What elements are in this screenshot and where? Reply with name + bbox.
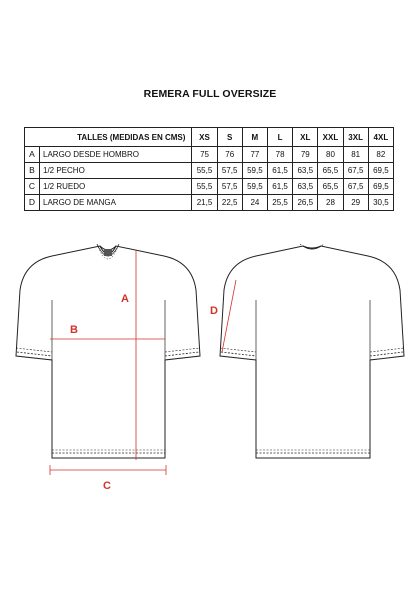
table-cell: 82 [368, 147, 393, 163]
table-cell: 76 [217, 147, 242, 163]
table-cell: 79 [293, 147, 318, 163]
measure-label-d: D [210, 305, 218, 317]
table-cell: 69,5 [368, 179, 393, 195]
table-cell: 24 [242, 195, 267, 211]
header-label: TALLES (MEDIDAS EN CMS) [25, 128, 192, 147]
table-cell: 25,5 [267, 195, 292, 211]
row-letter: C [25, 179, 40, 195]
table-cell: 69,5 [368, 163, 393, 179]
row-letter: A [25, 147, 40, 163]
table-cell: 75 [192, 147, 217, 163]
table-cell: 78 [267, 147, 292, 163]
measure-label-a: A [121, 293, 129, 305]
size-header: L [267, 128, 292, 147]
table-cell: 61,5 [267, 163, 292, 179]
table-cell: 57,5 [217, 163, 242, 179]
table-cell: 59,5 [242, 163, 267, 179]
front-tshirt-icon [16, 244, 200, 458]
table-cell: 59,5 [242, 179, 267, 195]
table-cell: 81 [343, 147, 368, 163]
table-cell: 65,5 [318, 179, 343, 195]
table-cell: 26,5 [293, 195, 318, 211]
table-cell: 67,5 [343, 179, 368, 195]
row-label: 1/2 PECHO [40, 163, 192, 179]
size-header: S [217, 128, 242, 147]
table-cell: 80 [318, 147, 343, 163]
table-cell: 77 [242, 147, 267, 163]
back-tshirt-icon [220, 244, 404, 458]
size-header: 4XL [368, 128, 393, 147]
table-cell: 67,5 [343, 163, 368, 179]
page-title: REMERA FULL OVERSIZE [143, 88, 277, 100]
table-cell: 65,5 [318, 163, 343, 179]
size-header: M [242, 128, 267, 147]
row-label: LARGO DESDE HOMBRO [40, 147, 192, 163]
table-cell: 55,5 [192, 163, 217, 179]
table-cell: 29 [343, 195, 368, 211]
size-header: XS [192, 128, 217, 147]
table-cell: 21,5 [192, 195, 217, 211]
measure-label-c: C [103, 480, 111, 492]
measure-label-b: B [70, 324, 78, 336]
table-cell: 63,5 [293, 163, 318, 179]
size-header: 3XL [343, 128, 368, 147]
row-label: 1/2 RUEDO [40, 179, 192, 195]
size-header: XXL [318, 128, 343, 147]
row-letter: D [25, 195, 40, 211]
table-cell: 28 [318, 195, 343, 211]
row-label: LARGO DE MANGA [40, 195, 192, 211]
table-cell: 30,5 [368, 195, 393, 211]
table-cell: 57,5 [217, 179, 242, 195]
table-cell: 22,5 [217, 195, 242, 211]
table-cell: 61,5 [267, 179, 292, 195]
size-header: XL [293, 128, 318, 147]
table-cell: 55,5 [192, 179, 217, 195]
row-letter: B [25, 163, 40, 179]
table-cell: 63,5 [293, 179, 318, 195]
